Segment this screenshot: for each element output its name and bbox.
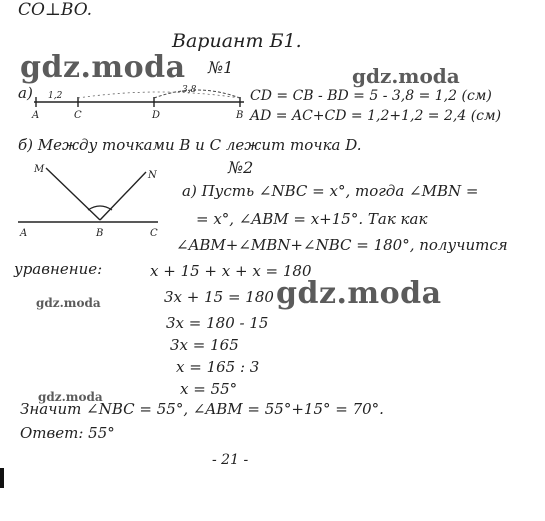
- equation-step-2: 3x + 15 = 180: [164, 288, 274, 306]
- task2-number: №2: [228, 158, 254, 177]
- label-ac: 1,2: [48, 91, 63, 101]
- equation-step-5: x = 165 : 3: [176, 358, 260, 376]
- task1-part-b: б) Между точками B и C лежит точка D.: [18, 136, 362, 154]
- task1-number: №1: [208, 58, 234, 77]
- arc-cb: [78, 92, 240, 98]
- answer: Ответ: 55°: [20, 424, 115, 442]
- task2-line1: а) Пусть ∠NBC = x°, тогда ∠MBN =: [182, 182, 479, 200]
- equation-step-3: 3x = 180 - 15: [166, 314, 269, 332]
- segment-diagram: [22, 82, 262, 122]
- ray-bm: [46, 168, 100, 220]
- label-a: A: [32, 110, 40, 121]
- page-number: - 21 -: [212, 452, 249, 468]
- angle-arc: [88, 206, 112, 210]
- arc-db: [154, 90, 240, 98]
- angle-diagram: [12, 162, 162, 242]
- ray-bn: [100, 172, 146, 220]
- equation-step-6: x = 55°: [180, 380, 238, 398]
- label-db: 3,8: [182, 85, 197, 95]
- variant-title: Вариант Б1.: [172, 30, 302, 52]
- margin-mark: [0, 468, 4, 488]
- task2-line3: ∠ABM+∠MBN+∠NBC = 180°, получится: [176, 236, 508, 254]
- watermark-tertiary: gdz.moda: [276, 276, 442, 311]
- label-b2: B: [96, 228, 104, 239]
- task1-part-a: а): [18, 84, 33, 102]
- header-fragment: CO⊥BO.: [18, 0, 93, 20]
- label-d: D: [152, 110, 161, 121]
- watermark-quinary: gdz.moda: [38, 390, 103, 404]
- label-b: B: [236, 110, 244, 121]
- label-c2: C: [150, 228, 158, 239]
- watermark-quaternary: gdz.moda: [36, 296, 101, 310]
- equation-label: уравнение:: [14, 260, 103, 278]
- equation-step-1: x + 15 + x + x = 180: [150, 262, 312, 280]
- label-n: N: [148, 170, 157, 181]
- label-a2: A: [20, 228, 28, 239]
- watermark-secondary: gdz.moda: [352, 64, 460, 88]
- task1-line1: CD = CB - BD = 5 - 3,8 = 1,2 (см): [250, 88, 492, 104]
- task2-line2: = x°, ∠ABM = x+15°. Так как: [196, 210, 428, 228]
- conclusion: Значит ∠NBC = 55°, ∠ABM = 55°+15° = 70°.: [20, 400, 384, 418]
- label-c: C: [74, 110, 82, 121]
- task1-line2: AD = AC+CD = 1,2+1,2 = 2,4 (см): [250, 108, 502, 124]
- label-m: M: [34, 164, 45, 175]
- equation-step-4: 3x = 165: [170, 336, 239, 354]
- watermark-primary: gdz.moda: [20, 50, 186, 85]
